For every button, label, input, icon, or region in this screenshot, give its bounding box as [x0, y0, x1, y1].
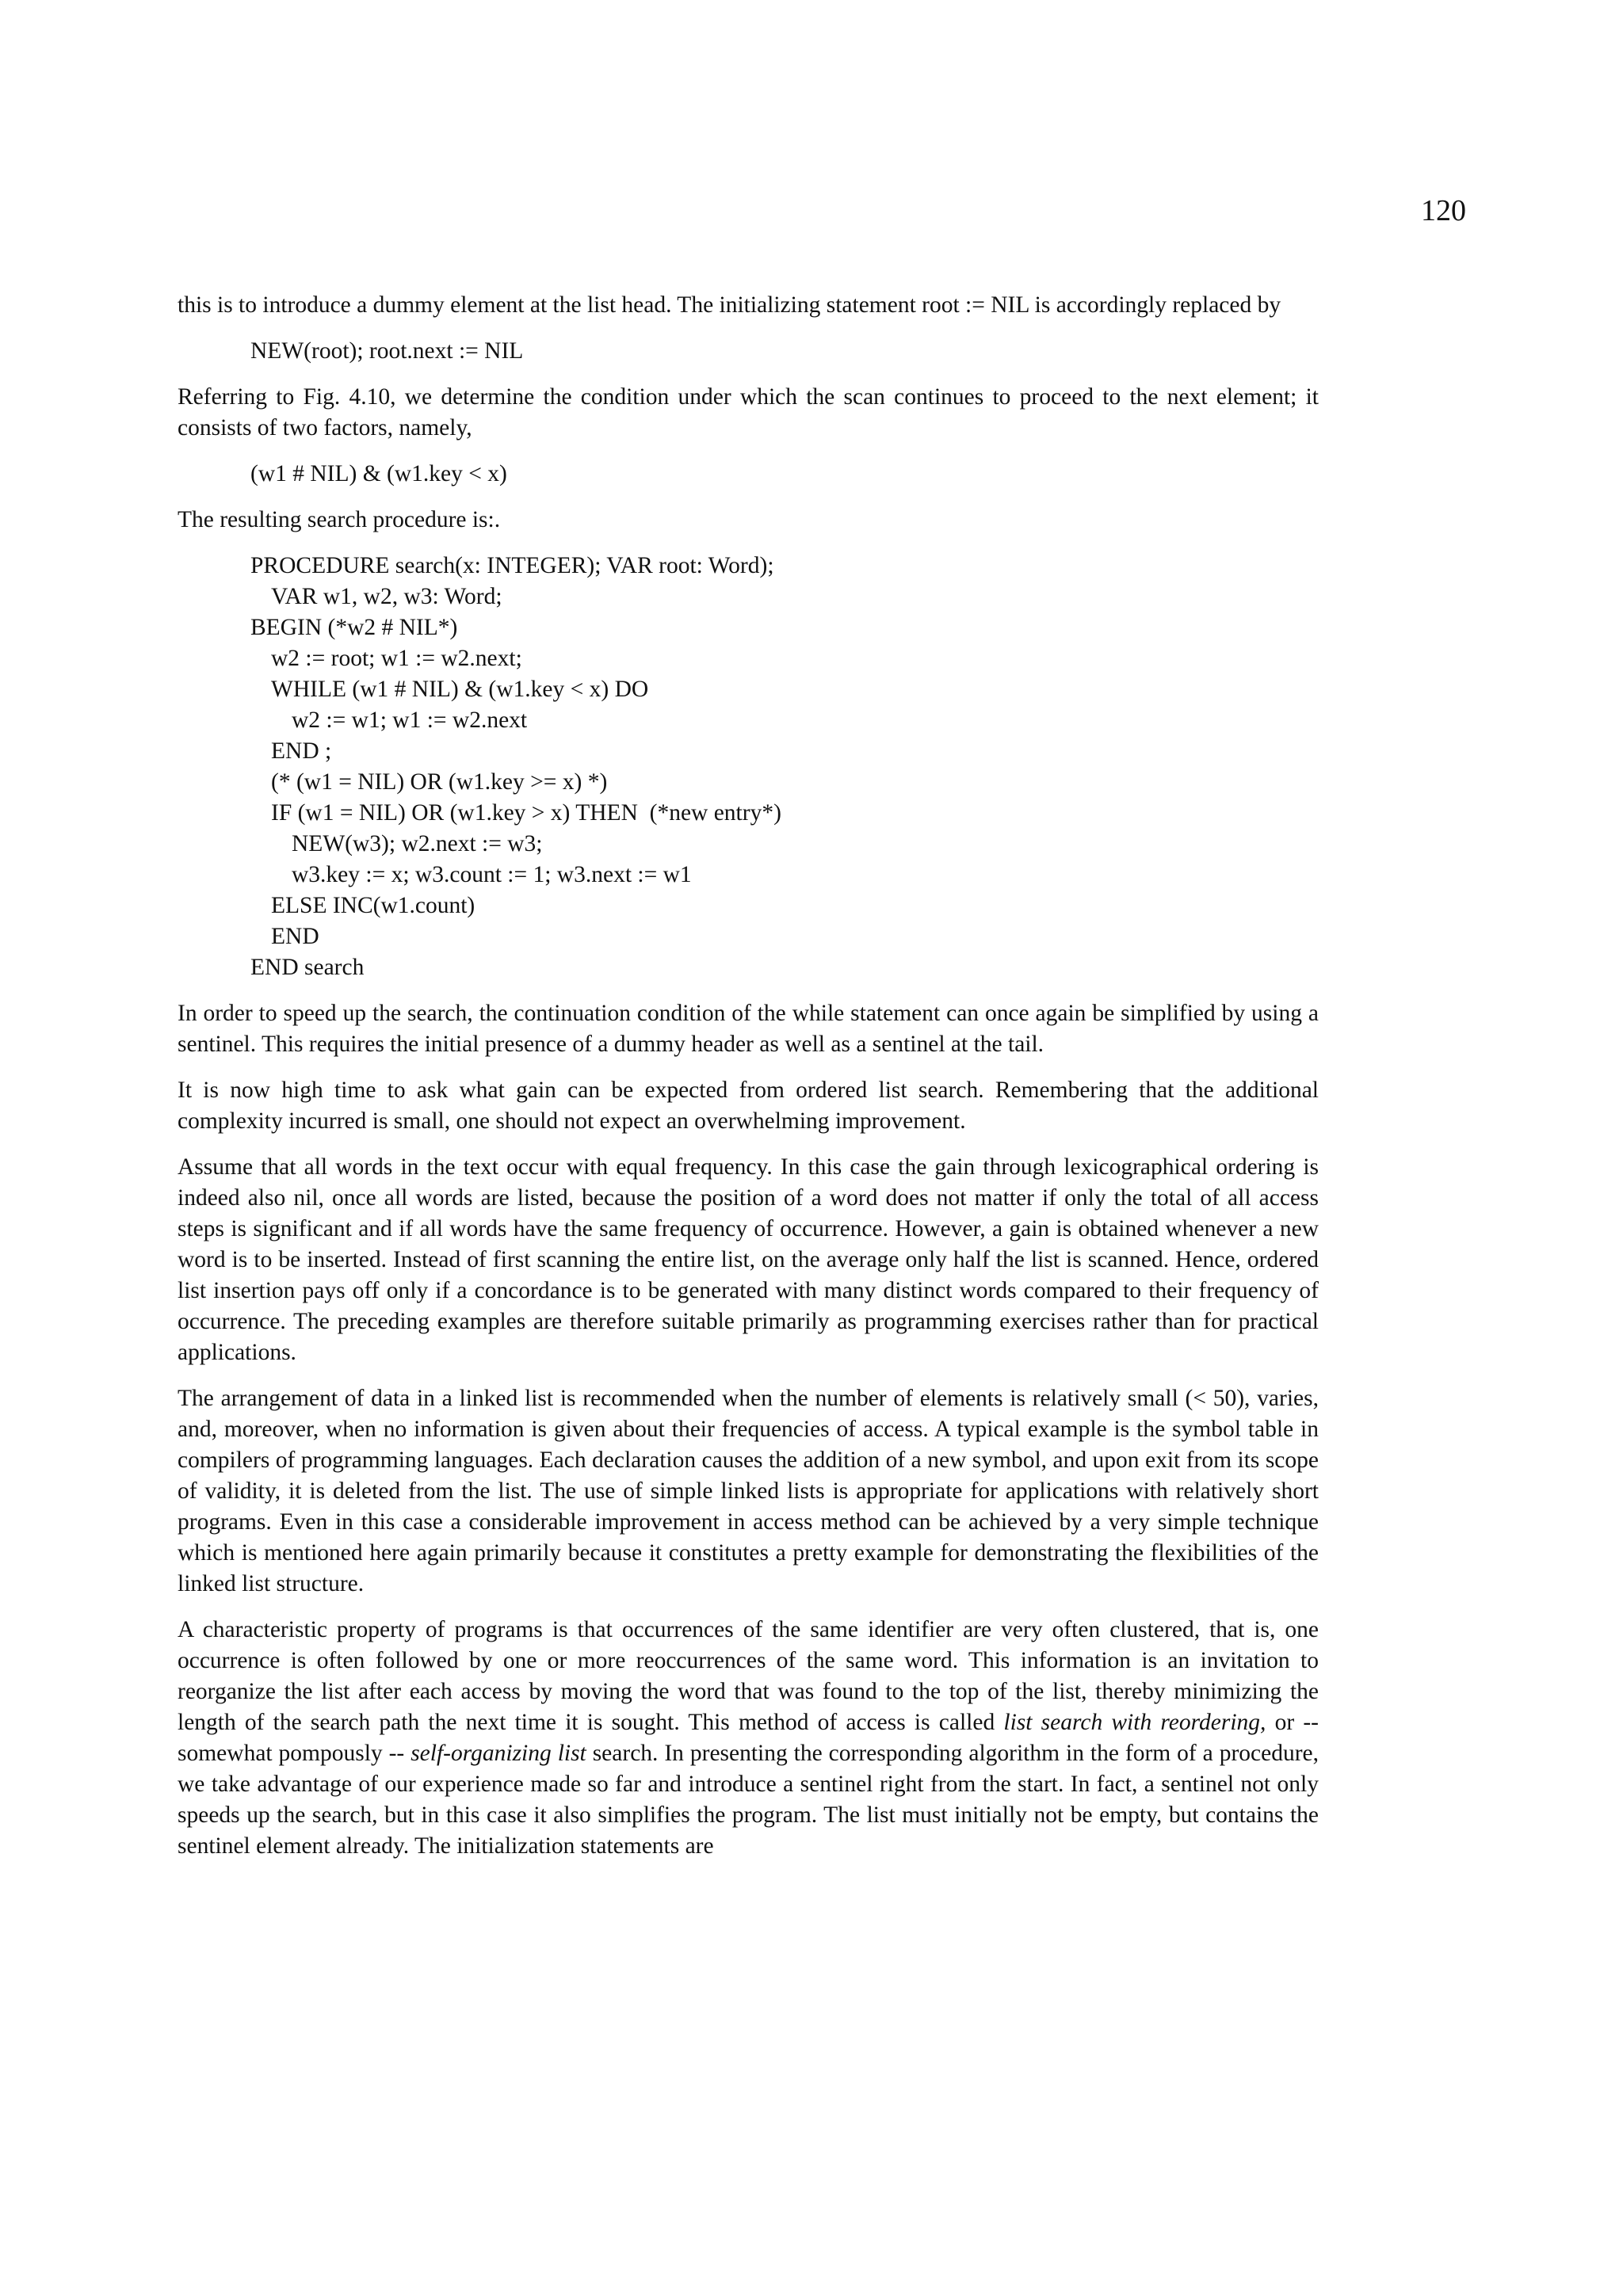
code-line: END	[271, 924, 319, 949]
code-line: BEGIN (*w2 # NIL*)	[250, 615, 458, 640]
paragraph-sentinel: In order to speed up the search, the continuation condition of the while statement can once again be simplified by using a sentinel. This requires the initial presence of a dummy header as well as a sentinel at the tail.	[178, 1001, 1319, 1057]
code-listing-search	[250, 551, 1319, 983]
paragraph-linked-list-use: The arrangement of data in a linked list is recommended when the number of elements is relatively small (< 50), varies, and, moreover, when no information is given about their frequencies of access. A typical example is the symbol table in compilers of programming languages. Each declaration causes the addition of a new symbol, and upon exit from its scope of validity, it is deleted from the list. The use of simple linked lists is appropriate for applications with relatively short programs. Even in this case a considerable improvement in access method can be achieved by a very simple technique which is mentioned here again primarily because it constitutes a pretty example for demonstrating the flexibilities of the linked list structure.	[178, 1386, 1319, 1596]
code-line: w2 := w1; w1 := w2.next	[292, 707, 528, 733]
text-run: search. In presenting the corresponding algorithm in the form of a procedure, we take advantage of our experience made so far and introduce a sentinel right from the start. In fact, a sentinel not only speeds up the search, but in this case it also simplifies the program. The list must initially not be empty, but contains the sentinel element already. The initialization statements are	[178, 1741, 1319, 1859]
code-line: PROCEDURE search(x: INTEGER); VAR root: Word);	[250, 553, 774, 578]
code-line: IF (w1 = NIL) OR (w1.key > x) THEN (*new entry*)	[271, 800, 781, 826]
code-line: END search	[250, 955, 365, 980]
code-line: VAR w1, w2, w3: Word;	[271, 584, 502, 609]
code-line: WHILE (w1 # NIL) & (w1.key < x) DO	[271, 677, 649, 702]
paragraph-equal-frequency: Assume that all words in the text occur with equal frequency. In this case the gain through lexicographical ordering is indeed also nil, once all words are listed, because the position of a word does not matter if only the total of all access steps is significant and if all words have the same frequency of occurrence. However, a gain is obtained whenever a new word is to be inserted. Instead of first scanning the entire list, on the average only half the list is scanned. Hence, ordered list insertion pays off only if a concordance is to be generated with many distinct words compared to their frequency of occurrence. The preceding examples are therefore suitable primarily as programming exercises rather than for practical applications.	[178, 1154, 1319, 1365]
paragraph-dummy-element: this is to introduce a dummy element at the list head. The initializing statement root := NIL is accordingly replaced by	[178, 292, 1281, 318]
page-number: 120	[1421, 194, 1466, 227]
code-line: w3.key := x; w3.count := 1; w3.next := w1	[292, 862, 692, 887]
code-line: END ;	[271, 738, 332, 764]
paragraph-gain-question: It is now high time to ask what gain can be expected from ordered list search. Remembering that the additional complexity incurred is small, one should not expect an overwhelming improvement.	[178, 1077, 1319, 1134]
code-line: ELSE INC(w1.count)	[271, 893, 475, 918]
text-run: or -- somewhat pompously --	[178, 1710, 1319, 1766]
paragraph-procedure-intro: The resulting search procedure is:.	[178, 507, 501, 532]
paragraph-scan-condition: Referring to Fig. 4.10, we determine the condition under which the scan continues to proceed to the next element; it consists of two factors, namely,	[178, 384, 1319, 441]
code-line: (* (w1 = NIL) OR (w1.key >= x) *)	[271, 769, 608, 795]
body-text	[178, 290, 1319, 1877]
code-init-root: NEW(root); root.next := NIL	[250, 338, 524, 364]
text-run: A characteristic property of programs is that occurrences of the same identifier are very often clustered, that is, one occurrence is often followed by one or more reoccurrences of the same word. This information is an invitation to reorganize the list after each access by moving the word that was found to the top of the list, thereby minimizing the length of the search path the next time it is sought. This method of access is called	[178, 1617, 1319, 1735]
paragraph-reordering	[178, 1615, 1319, 1862]
code-line: NEW(w3); w2.next := w3;	[292, 831, 543, 856]
emphasis-term: self-organizing list	[411, 1741, 586, 1766]
code-line: w2 := root; w1 := w2.next;	[271, 646, 522, 671]
emphasis-term: list search with reordering,	[1003, 1710, 1266, 1735]
code-condition: (w1 # NIL) & (w1.key < x)	[250, 461, 507, 486]
